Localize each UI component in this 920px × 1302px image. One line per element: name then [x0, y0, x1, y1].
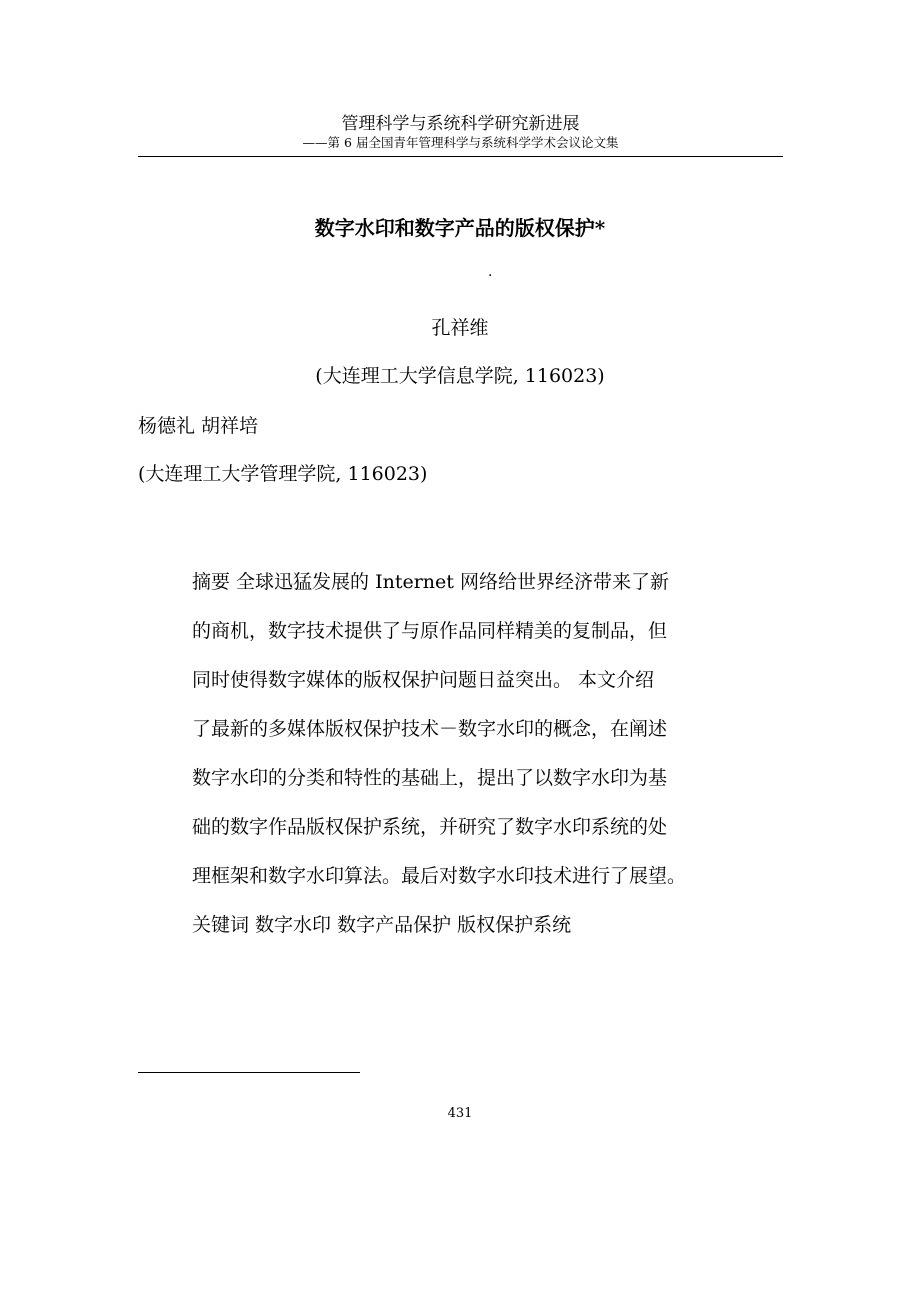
author-2: 杨德礼 胡祥培: [138, 415, 259, 437]
proceedings-title: 管理科学与系统科学研究新进展: [341, 114, 580, 134]
header-rule: [138, 156, 783, 157]
footnote-rule: [138, 1072, 360, 1073]
abstract-line: 摘要 全球迅猛发展的 Internet 网络给世界经济带来了新: [192, 571, 669, 593]
abstract-line: 理框架和数字水印算法。最后对数字水印技术进行了展望。: [192, 865, 687, 887]
proceedings-subtitle: ——第 6 届全国青年管理科学与系统科学学术会议论文集: [302, 135, 619, 150]
abstract-line: 了最新的多媒体版权保护技术－数字水印的概念，在阐述: [192, 718, 668, 740]
keywords-line: 关键词 数字水印 数字产品保护 版权保护系统: [192, 914, 572, 936]
abstract-line: 数字水印的分类和特性的基础上，提出了以数字水印为基: [192, 767, 668, 789]
center-dot: ·: [488, 268, 493, 284]
affiliation-1: (大连理工大学信息学院, 116023): [315, 365, 605, 387]
paper-title: 数字水印和数字产品的版权保护*: [314, 216, 606, 240]
abstract-line: 的商机，数字技术提供了与原作品同样精美的复制品，但: [192, 620, 668, 642]
running-head: [138, 113, 783, 151]
abstract: [192, 558, 752, 950]
abstract-line: 础的数字作品版权保护系统，并研究了数字水印系统的处: [192, 816, 668, 838]
affiliation-2: (大连理工大学管理学院, 116023): [138, 463, 428, 485]
page-number: 431: [447, 1106, 473, 1121]
author-1: 孔祥维: [431, 317, 489, 339]
abstract-line: 同时使得数字媒体的版权保护问题日益突出。 本文介绍: [192, 669, 655, 691]
